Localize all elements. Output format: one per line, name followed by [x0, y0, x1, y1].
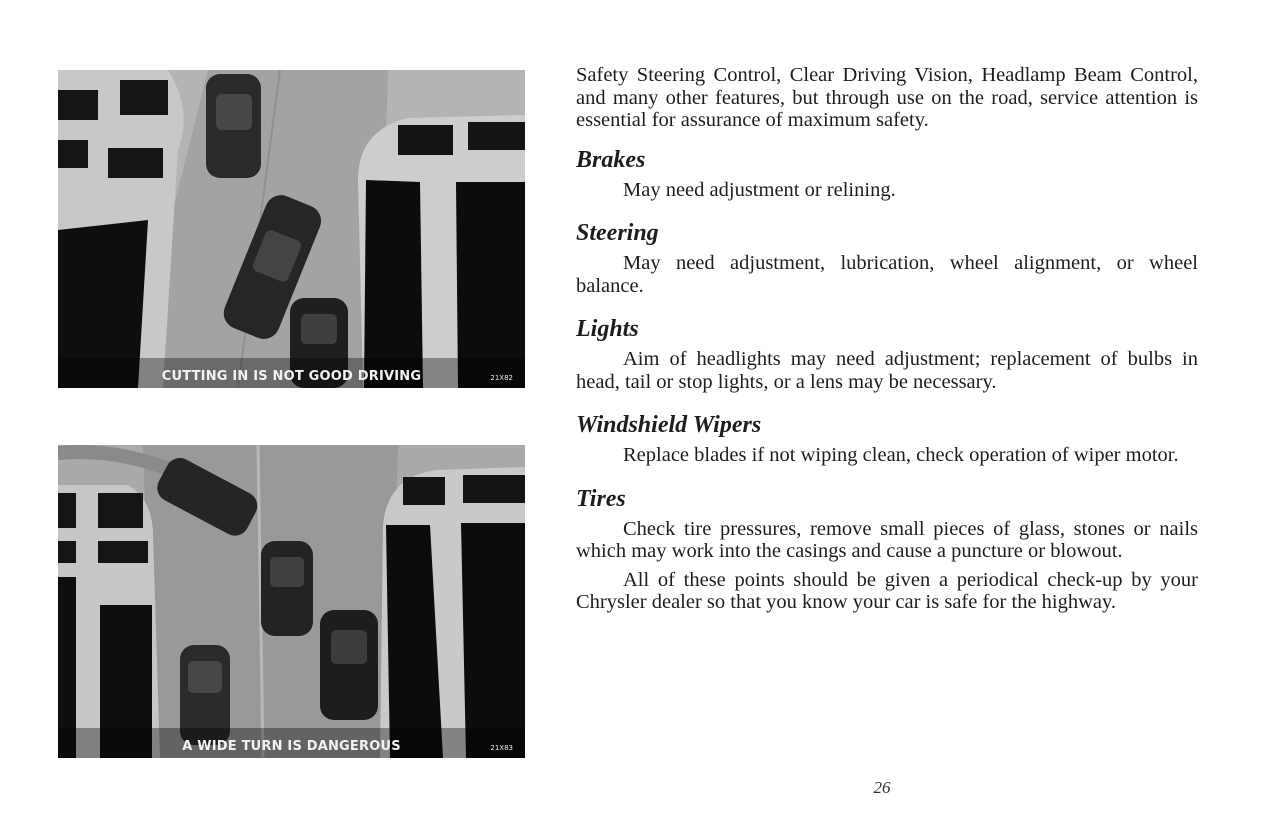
- section-heading: Windshield Wipers: [576, 412, 762, 438]
- photo-code: 21X82: [490, 374, 513, 382]
- section-body: May need adjustment, lubrication, wheel alignment, or wheel balance.: [576, 252, 1198, 297]
- section-lights: [576, 316, 1198, 393]
- section-heading: Lights: [576, 316, 639, 342]
- photo-wide-turn-image: [58, 445, 525, 758]
- photo-code: 21X83: [490, 744, 513, 752]
- page-number: 26: [873, 778, 891, 797]
- section-body: Check tire pressures, remove small pieces of glass, stones or nails which may work into the casings and cause a puncture or blowout.: [576, 517, 1198, 562]
- section-body: Aim of headlights may need adjustment; replacement of bulbs in head, tail or stop lights, or a lens may be necessary.: [576, 348, 1198, 393]
- section-heading: Tires: [576, 485, 626, 512]
- intro-paragraph: Safety Steering Control, Clear Driving Vision, Headlamp Beam Control, and many other features, but through use on the road, service attention is essential for assurance of maximum safety.: [576, 64, 1198, 131]
- section-tires: [576, 486, 1198, 563]
- photo-cutting-in-image: [58, 70, 525, 388]
- photo-caption: CUTTING IN IS NOT GOOD DRIVING: [161, 369, 422, 384]
- section-heading: Brakes: [576, 146, 646, 173]
- section-steering: [576, 220, 1198, 297]
- closing-paragraph: All of these points should be given a periodical check-up by your Chrysler dealer so that you know your car is safe for the highway.: [576, 568, 1198, 613]
- photo-wide-turn: [58, 445, 525, 758]
- section-body: Replace blades if not wiping clean, check operation of wiper motor.: [623, 444, 1179, 466]
- photo-caption: A WIDE TURN IS DANGEROUS: [182, 739, 401, 754]
- section-brakes: [576, 147, 1198, 202]
- text-column: [576, 64, 1198, 760]
- section-heading: Steering: [576, 220, 659, 246]
- section-windshield-wipers: [576, 412, 1198, 467]
- section-body: May need adjustment or relining.: [623, 178, 896, 201]
- photo-cutting-in: [58, 70, 525, 388]
